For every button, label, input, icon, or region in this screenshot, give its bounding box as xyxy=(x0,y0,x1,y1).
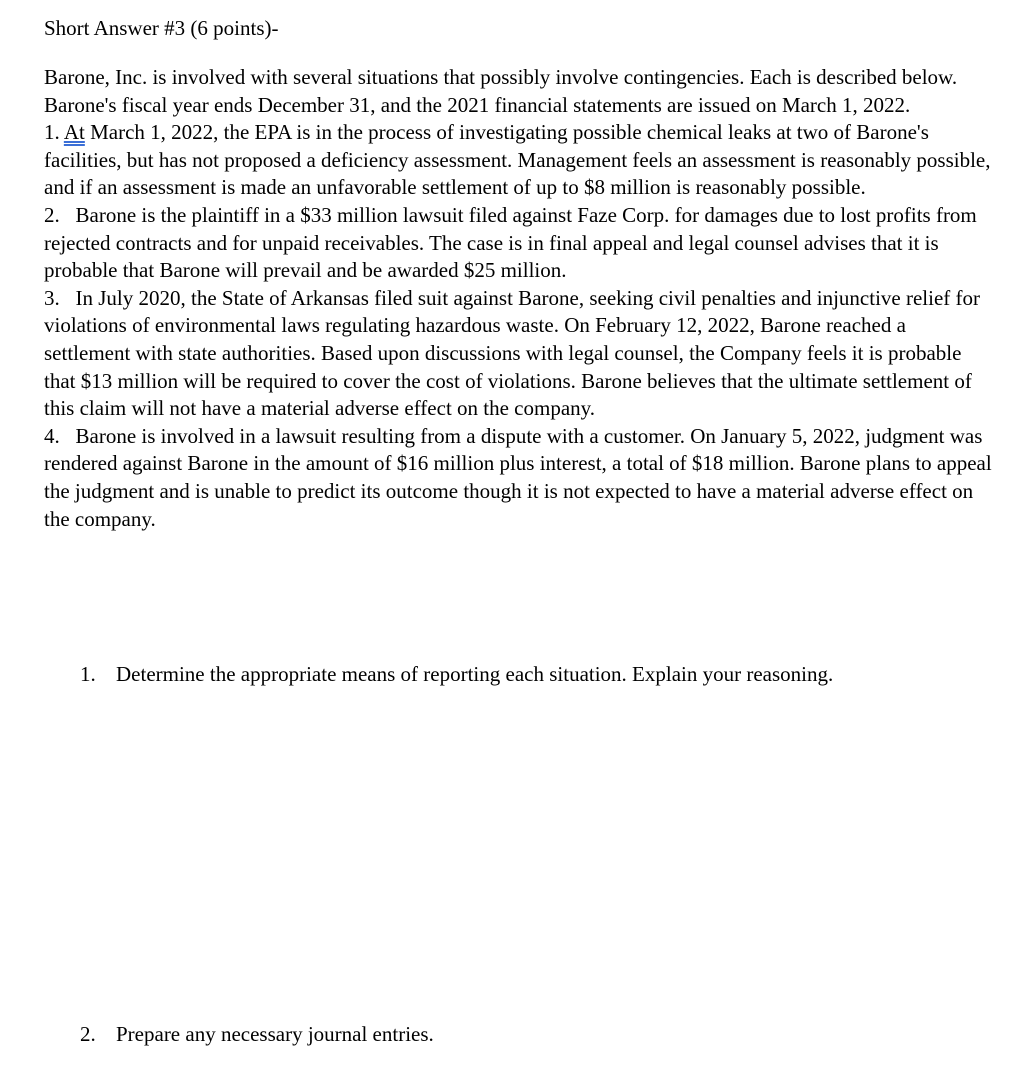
situation-number: 4. xyxy=(44,423,60,448)
answer-area-1[interactable] xyxy=(80,700,960,1000)
situation-number: 2. xyxy=(44,202,60,227)
situation-number: 1. xyxy=(44,120,60,145)
situation-text: March 1, 2022, the EPA is in the process of investigating possible chemical leaks at two of Barone's facilities, but has not proposed a deficiency assessment. Management feels an assessment is reasonably possible, and if an assessment is made an unfavorable settlement of up to $8 million is reasonably possible. xyxy=(44,120,991,200)
situation-text: Barone is the plaintiff in a $33 million lawsuit filed against Faze Corp. for damages due to lost profits from rejected contracts and for unpaid receivables. The case is in final appeal and legal counsel advises that it is probable that Barone will prevail and be awarded $25 million. xyxy=(44,202,977,283)
situation-item-4 xyxy=(44,423,994,533)
answer-area-2[interactable] xyxy=(80,1055,960,1085)
question-text: Determine the appropriate means of reporting each situation. Explain your reasoning. xyxy=(116,662,834,686)
situation-number: 3. xyxy=(44,285,60,310)
situation-text: In July 2020, the State of Arkansas filed suit against Barone, seeking civil penalties and injunctive relief for violations of environmental laws regulating hazardous waste. On February 12, 2022, Barone reached a settlement with state authorities. Based upon discussions with legal counsel, the Company feels it is probable that $13 million will be required to cover the cost of violations. Barone believes that the ultimate settlement of this claim will not have a material adverse effect on the company. xyxy=(44,285,981,421)
situation-text: Barone is involved in a lawsuit resulting from a dispute with a customer. On January 5, 2022, judgment was rendered against Barone in the amount of $16 million plus interest, a total of $18 million. Barone plans to appeal the judgment and is unable to predict its outcome though it is not expected to have a material adverse effect on the company. xyxy=(44,423,992,531)
situation-item-1 xyxy=(44,119,994,202)
question-number: 1. xyxy=(80,662,96,686)
intro-paragraph: Barone, Inc. is involved with several situations that possibly involve contingencies. Each is described below. Barone's fiscal year ends December 31, and the 2021 financial statements are issued on March 1, 2022. xyxy=(44,65,958,117)
question-text: Prepare any necessary journal entries. xyxy=(116,1022,434,1046)
situation-item-2 xyxy=(44,202,994,285)
question-item-2 xyxy=(80,1020,434,1048)
question-number: 2. xyxy=(80,1022,96,1046)
grammar-check-underline[interactable]: At xyxy=(63,120,85,145)
document-page xyxy=(44,14,994,533)
situation-item-3 xyxy=(44,285,994,423)
question-item-1 xyxy=(80,660,833,688)
question-title: Short Answer #3 (6 points)- xyxy=(44,16,279,40)
